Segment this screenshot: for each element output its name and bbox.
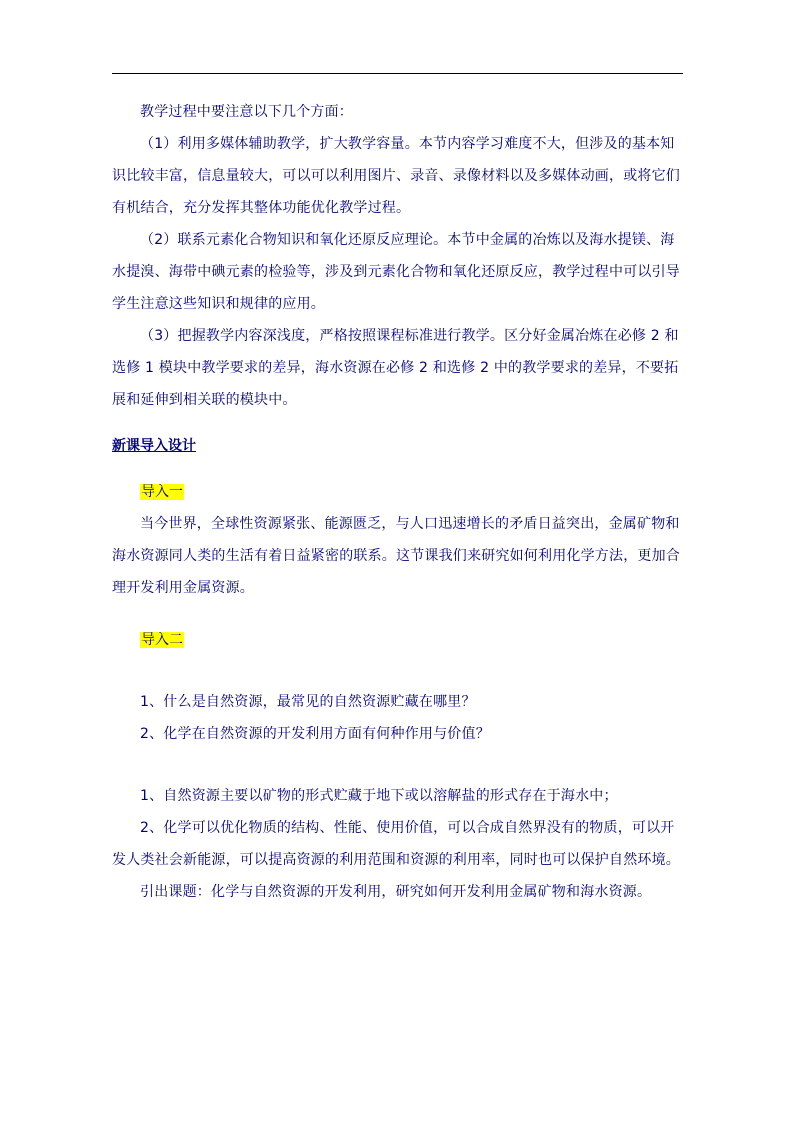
intro1-label: 导入一 bbox=[141, 484, 183, 500]
intro-line: 教学过程中要注意以下几个方面： bbox=[140, 104, 353, 120]
answer-2: 2、化学可以优化物质的结构、性能、使用价值，可以合成自然界没有的物质，可以开发人类社会新能源，可以提高资源的利用范围和资源的利用率，同时也可以保护自然环境。 bbox=[112, 820, 680, 868]
document-body bbox=[112, 96, 683, 908]
intro1-text: 当今世界，全球性资源紧张、能源匮乏，与人口迅速增长的矛盾日益突出，金属矿物和海水资源同人类的生活有着日益紧密的联系。这节课我们来研究如何利用化学方法，更加合理开发利用金属资源。 bbox=[112, 516, 680, 596]
answer-1: 1、自然资源主要以矿物的形式贮藏于地下或以溶解盐的形式存在于海水中； bbox=[140, 788, 618, 804]
spacer bbox=[112, 750, 683, 780]
spacer bbox=[112, 416, 683, 430]
point-1: （1）利用多媒体辅助教学，扩大教学容量。本节内容学习难度不大，但涉及的基本知识比较丰富，信息量较大，可以可以利用图片、录音、录像材料以及多媒体动画，或将它们有机结合，充分发挥其整体功能优化教学过程。 bbox=[112, 136, 680, 216]
intro2-label-line bbox=[112, 624, 683, 656]
point-2: （2）联系元素化合物知识和氧化还原反应理论。本节中金属的冶炼以及海水提镁、海水提溴、海带中碘元素的检验等，涉及到元素化合物和氧化还原反应，教学过程中可以引导学生注意这些知识和规律的应用。 bbox=[112, 232, 680, 312]
question-1: 1、什么是自然资源，最常见的自然资源贮藏在哪里？ bbox=[140, 694, 476, 710]
point-3: （3）把握教学内容深浅度，严格按照课程标准进行教学。区分好金属冶炼在必修 2 和选修 1 模块中教学要求的差异，海水资源在必修 2 和选修 2 中的教学要求的差异，不要拓展和延伸到相关联的模块中。 bbox=[112, 328, 679, 408]
conclusion: 引出课题：化学与自然资源的开发利用，研究如何开发利用金属矿物和海水资源。 bbox=[140, 884, 652, 900]
intro2-label: 导入二 bbox=[141, 632, 183, 648]
intro1-label-line bbox=[112, 476, 683, 508]
spacer bbox=[112, 656, 683, 686]
spacer bbox=[112, 462, 683, 476]
question-2: 2、化学在自然资源的开发利用方面有何种作用与价值？ bbox=[140, 726, 490, 742]
spacer bbox=[112, 604, 683, 624]
header-rule bbox=[112, 73, 683, 74]
section-title: 新课导入设计 bbox=[112, 438, 196, 454]
